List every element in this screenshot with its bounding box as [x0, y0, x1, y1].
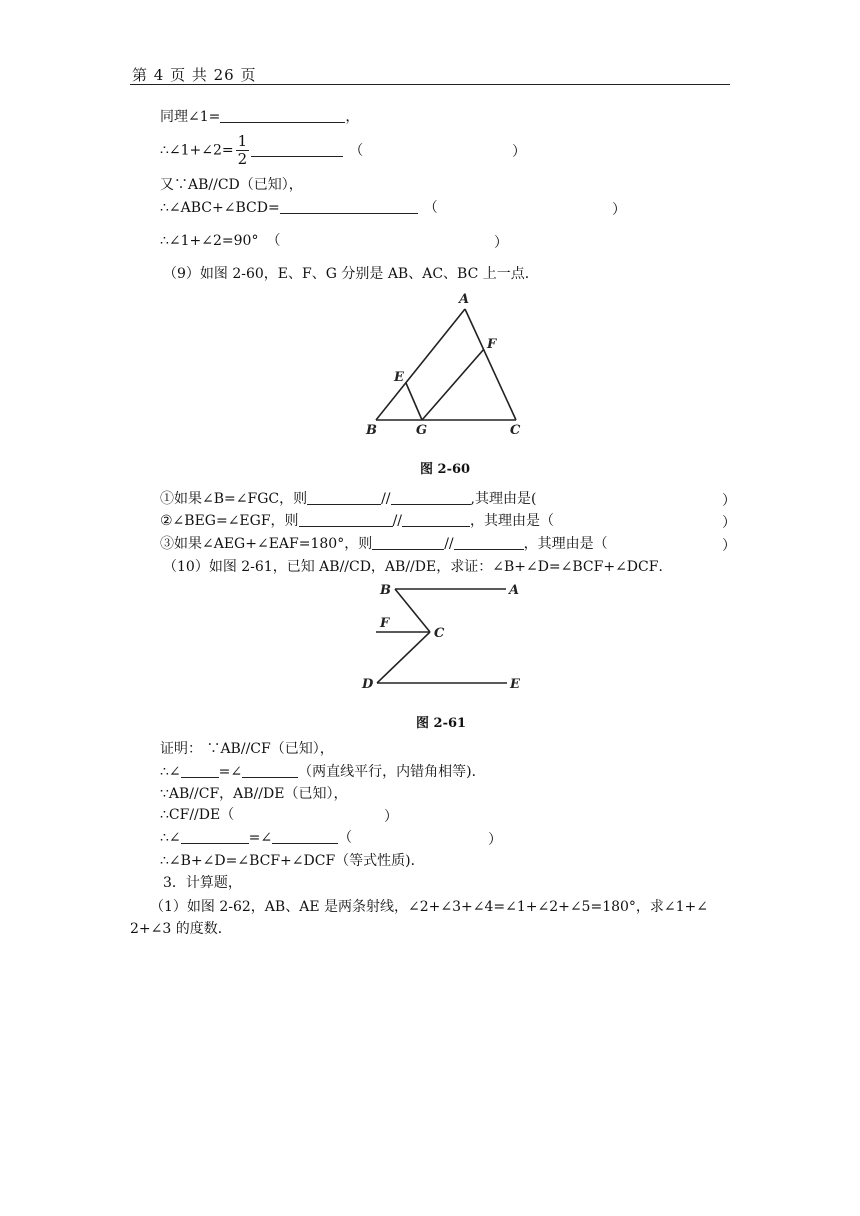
blank[interactable]	[251, 142, 343, 157]
section-3-question-1: （1）如图 2-62，AB、AE 是两条射线，∠2+∠3+∠4=∠1+∠2+∠5=180°，求∠1+∠	[150, 899, 709, 915]
blank[interactable]	[299, 512, 393, 527]
text: 同理∠1=	[160, 109, 221, 125]
close-paren: ）	[722, 515, 736, 531]
close-paren: ）	[722, 493, 736, 509]
text: （两直线平行，内错角相等)．	[298, 764, 486, 780]
q9-part-1	[160, 490, 536, 508]
label-a: A	[459, 292, 470, 307]
text: //	[392, 513, 402, 529]
text: ，	[345, 109, 360, 125]
text: （	[266, 233, 281, 249]
text: ∴∠ABC+∠BCD=	[160, 200, 280, 216]
proof-step-5	[160, 829, 352, 847]
label-b: B	[366, 423, 377, 438]
line-parallel-given: 又∵AB//CD（已知），	[160, 177, 303, 193]
text: =∠	[248, 830, 273, 846]
label-f: F	[487, 337, 497, 352]
close-paren: ）	[488, 832, 502, 848]
text: ③如果∠AEG+∠EAF=180°，则	[160, 536, 373, 552]
text: =∠	[218, 764, 243, 780]
proof-step-1: 证明： ∵AB//CF（已知），	[160, 741, 334, 757]
question-9: （9）如图 2-60，E、F、G 分别是 AB、AC、BC 上一点．	[163, 266, 539, 282]
label-e: E	[394, 370, 404, 385]
blank[interactable]	[372, 535, 444, 550]
text: ,其理由是(	[470, 491, 537, 507]
text: ①如果∠B=∠FGC，则	[160, 491, 308, 507]
line-same-reason	[160, 108, 359, 126]
label-d: D	[362, 677, 374, 692]
blank[interactable]	[242, 763, 298, 778]
edge-ac	[465, 309, 516, 420]
label-c: C	[510, 423, 521, 438]
page-info: 第 4 页 共 26 页	[132, 66, 257, 84]
section-3-heading: 3．计算题，	[163, 875, 242, 891]
segment-cd	[377, 632, 430, 683]
denominator: 2	[237, 150, 248, 168]
blank[interactable]	[402, 512, 470, 527]
blank[interactable]	[220, 108, 345, 123]
text: ∴∠	[160, 830, 181, 846]
q9-part-2	[160, 512, 554, 530]
close-paren: ）	[384, 809, 398, 825]
text: ∴∠1+∠2=90°	[160, 233, 259, 249]
figure-caption-2-61: 图 2-61	[416, 716, 467, 731]
label-a: A	[509, 583, 520, 598]
proof-step-3: ∵AB//CF，AB//DE（已知），	[160, 786, 348, 802]
close-paren: ）	[722, 538, 736, 554]
numerator: 1	[237, 132, 248, 150]
text: //	[444, 536, 454, 552]
figure-caption-2-60: 图 2-60	[420, 462, 471, 477]
text: （	[423, 200, 438, 216]
line-abc-bcd	[160, 199, 438, 217]
label-f: F	[380, 616, 390, 631]
edge-ab	[376, 309, 465, 420]
text: ∴∠	[160, 764, 181, 780]
label-g: G	[416, 423, 428, 438]
question-10: （10）如图 2-61，已知 AB//CD，AB//DE，求证：∠B+∠D=∠BCF+∠DCF．	[163, 559, 673, 575]
figure-2-61	[356, 578, 546, 696]
label-c: C	[434, 626, 445, 641]
close-paren: ）	[512, 144, 526, 160]
line-ninety	[160, 232, 280, 250]
close-paren: ）	[494, 235, 508, 251]
fraction-half	[236, 133, 250, 168]
page-header	[130, 58, 730, 85]
segment-bc	[395, 589, 430, 632]
q9-part-3	[160, 535, 608, 553]
blank[interactable]	[391, 490, 471, 505]
blank[interactable]	[307, 490, 381, 505]
text: //	[381, 491, 391, 507]
segment-eg	[406, 383, 422, 420]
section-3-question-1-cont: 2+∠3 的度数．	[130, 921, 232, 937]
text: ，其理由是（	[523, 536, 608, 552]
close-paren: ）	[612, 202, 626, 218]
proof-step-4: ∴CF//DE（	[160, 807, 235, 823]
line-half-sum	[160, 133, 363, 168]
blank[interactable]	[181, 829, 249, 844]
blank[interactable]	[280, 199, 418, 214]
text: ②∠BEG=∠EGF，则	[160, 513, 299, 529]
label-b: B	[380, 583, 391, 598]
text: ∴∠1+∠2=	[160, 142, 234, 159]
blank[interactable]	[181, 763, 219, 778]
proof-step-2	[160, 763, 486, 781]
proof-step-6: ∴∠B+∠D=∠BCF+∠DCF（等式性质)．	[160, 853, 425, 869]
figure-2-60	[362, 290, 542, 440]
text: ，其理由是（	[470, 513, 554, 529]
text: （	[338, 830, 353, 846]
text: （	[349, 142, 364, 159]
segment-gf	[422, 349, 484, 420]
blank[interactable]	[454, 535, 524, 550]
label-e: E	[510, 677, 520, 692]
blank[interactable]	[272, 829, 338, 844]
